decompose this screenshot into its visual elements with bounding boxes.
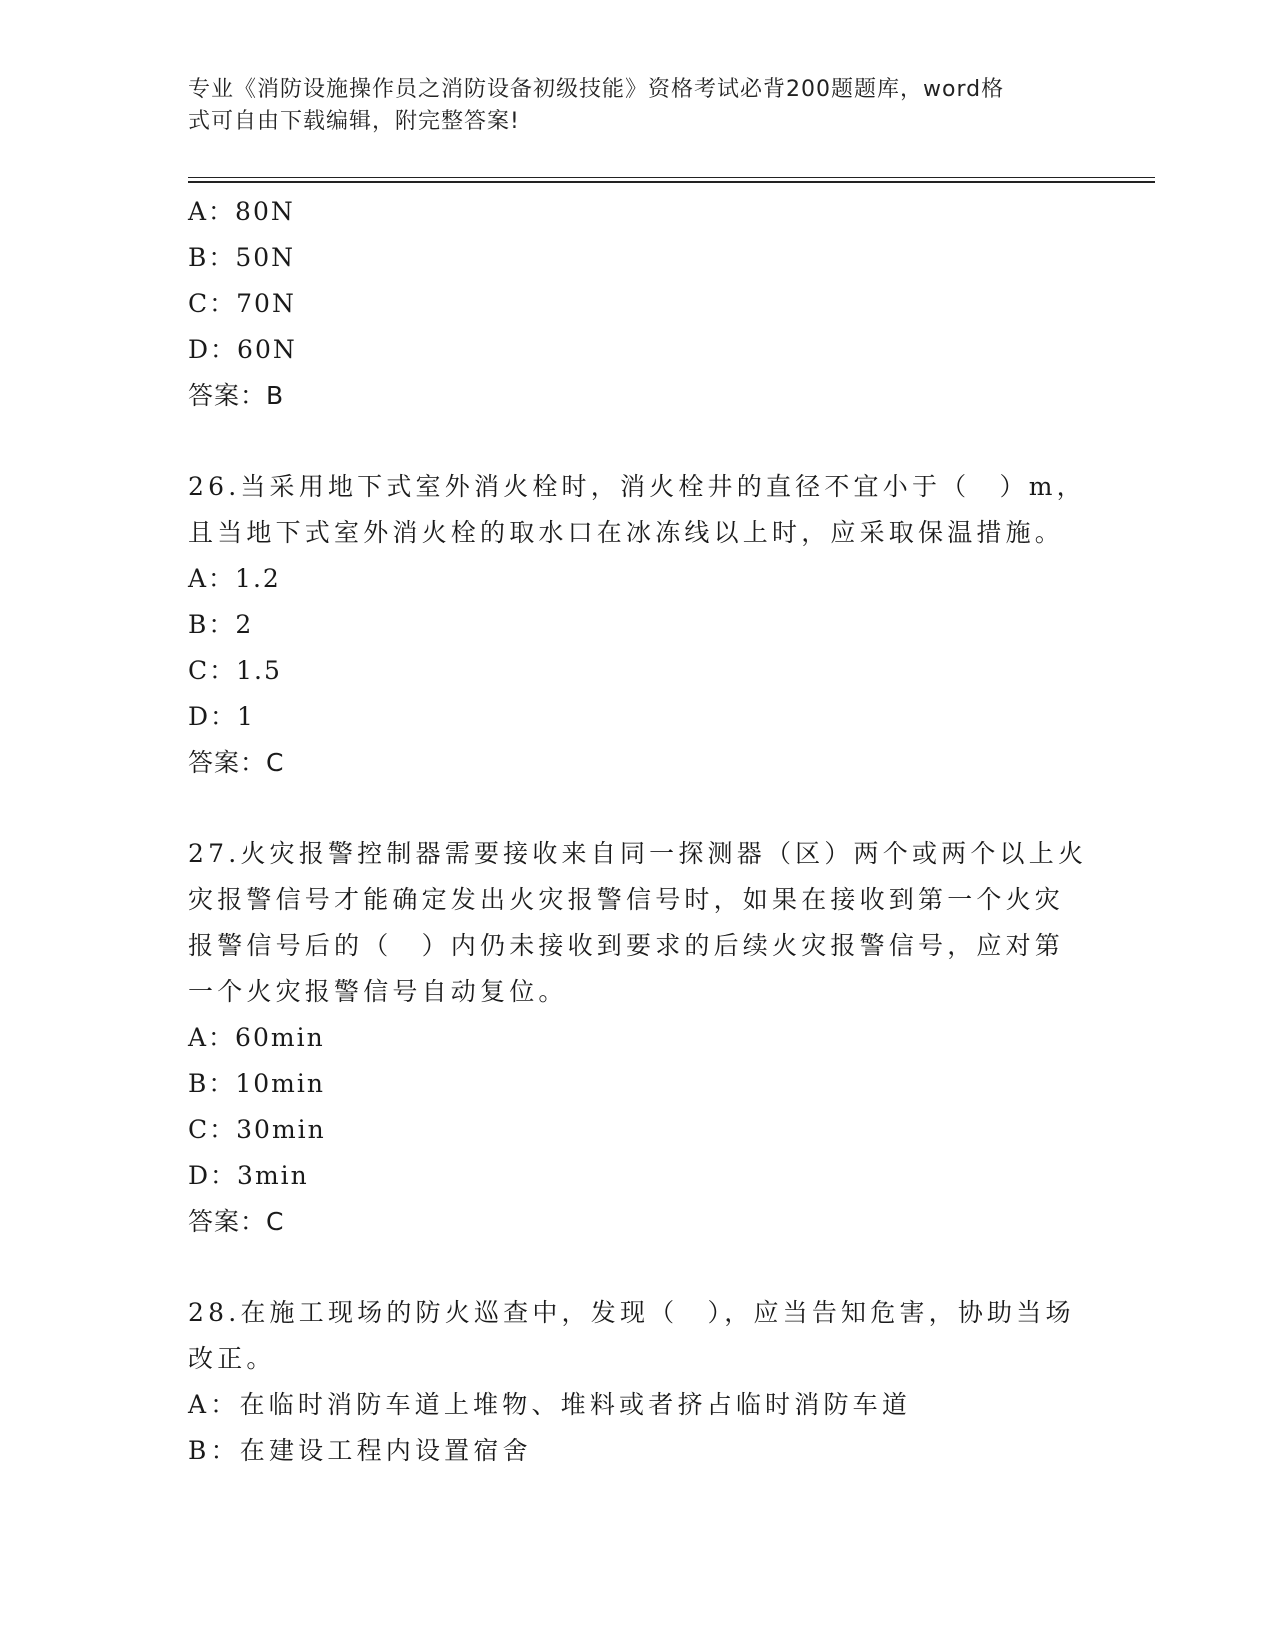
option-b: B：50N <box>188 243 296 272</box>
question-27 <box>188 831 1088 1245</box>
question-text: 报警信号后的（ ）内仍未接收到要求的后续火灾报警信号，应对第 <box>188 931 1065 960</box>
question-list <box>188 189 1088 1474</box>
header-divider-thick <box>188 181 1155 183</box>
question-28 <box>188 1290 1088 1474</box>
header-divider-thin <box>188 177 1155 178</box>
option-d: D：1 <box>188 702 255 731</box>
question-text: 26.当采用地下式室外消火栓时，消火栓井的直径不宜小于（ ）m， <box>188 472 1086 501</box>
option-d: D：60N <box>188 335 297 364</box>
spacer <box>188 419 1088 464</box>
option-c: C：70N <box>188 289 296 318</box>
spacer <box>188 786 1088 831</box>
option-b: B：在建设工程内设置宿舍 <box>188 1436 532 1465</box>
option-b: B：2 <box>188 610 254 639</box>
option-c: C：1.5 <box>188 656 282 685</box>
document-header <box>188 74 1068 138</box>
option-a: A：60min <box>188 1023 325 1052</box>
header-line-1: 专业《消防设施操作员之消防设备初级技能》资格考试必背200题题库，word格 <box>188 77 1005 102</box>
header-line-2: 式可自由下载编辑，附完整答案! <box>188 109 520 134</box>
question-text: 28.在施工现场的防火巡查中，发现（ ），应当告知危害，协助当场 <box>188 1298 1075 1327</box>
question-text: 灾报警信号才能确定发出火灾报警信号时，如果在接收到第一个火灾 <box>188 885 1065 914</box>
answer: 答案：B <box>188 381 285 410</box>
answer: 答案：C <box>188 1207 285 1236</box>
question-text: 一个火灾报警信号自动复位。 <box>188 977 568 1006</box>
option-a: A：1.2 <box>188 564 281 593</box>
option-a: A：在临时消防车道上堆物、堆料或者挤占临时消防车道 <box>188 1390 912 1419</box>
spacer <box>188 1245 1088 1290</box>
option-d: D：3min <box>188 1161 309 1190</box>
option-b: B：10min <box>188 1069 325 1098</box>
question-25 <box>188 189 1088 419</box>
question-text: 且当地下式室外消火栓的取水口在冰冻线以上时，应采取保温措施。 <box>188 518 1065 547</box>
option-a: A：80N <box>188 197 295 226</box>
question-text: 改正。 <box>188 1344 276 1373</box>
question-26 <box>188 464 1088 786</box>
question-text: 27.火灾报警控制器需要接收来自同一探测器（区）两个或两个以上火 <box>188 839 1088 868</box>
answer: 答案：C <box>188 748 285 777</box>
option-c: C：30min <box>188 1115 326 1144</box>
